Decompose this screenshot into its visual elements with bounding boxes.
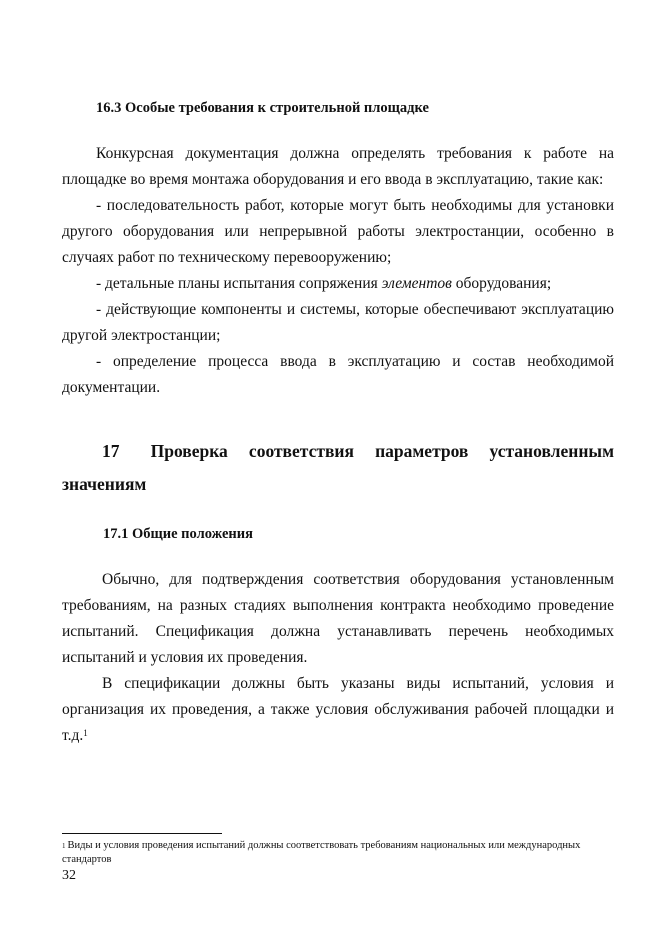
para2-line-3-text: т.д. [62,727,84,744]
para1-line-1: Обычно, для подтверждения соответствия оборудования установленным [102,571,614,588]
list-item-1-line-1: - последовательность работ, которые могут быть необходимы для установки [96,197,614,214]
list-item-3-line-1: - действующие компоненты и системы, которые обеспечивают эксплуатацию [96,301,614,318]
section-17-1-body [62,567,614,749]
para2-line-1: В спецификации должны быть указаны виды испытаний, условия и [102,675,614,692]
intro-line-1: Конкурсная документация должна определять требования к работе на [96,145,614,162]
list-item-1-line-3: случаях работ по техническому перевооружению; [62,249,392,266]
list-item-2-before: - детальные планы испытания сопряжения [96,275,382,292]
list-item-4-line-1: - определение процесса ввода в эксплуатацию и состав необходимой [96,353,614,370]
footnote-divider [62,833,222,834]
section-heading-16-3: 16.3 Особые требования к строительной площадке [96,100,429,116]
section-17-number: 17 [102,441,120,461]
intro-line-2: площадке во время монтажа оборудования и его ввода в эксплуатацию, такие как: [62,171,604,188]
list-item-2 [62,271,614,297]
para2-line-3 [62,723,614,749]
footnote-reference: 1 [83,728,88,738]
footnote [62,839,614,867]
section-17-title-text: Проверка соответствия параметров установленным [150,441,614,461]
section-heading-17 [62,435,614,501]
page-number: 32 [62,868,76,883]
footnote-marker: 1 [62,842,66,850]
list-item-2-after: оборудования; [451,275,552,292]
section-16-3-body [62,141,614,401]
list-item-1-line-2: другого оборудования или непрерывной работы электростанции, особенно в [62,223,614,240]
section-17-title-line-2: значениям [62,474,147,494]
para1-line-3: испытаний. Спецификация должна устанавливать перечень необходимых [62,623,614,640]
para2-line-2: организация их проведения, а также условия обслуживания рабочей площадки и [62,701,614,718]
para1-line-4: испытаний и условия их проведения. [62,649,308,666]
section-heading-17-1: 17.1 Общие положения [103,526,253,542]
footnote-text: Виды и условия проведения испытаний должны соответствовать требованиям национальных или международных стандартов [62,840,581,865]
list-item-3-line-2: другой электростанции; [62,327,221,344]
section-17-title-line-1 [62,435,614,468]
list-item-4-line-2: документации. [62,379,161,396]
list-item-2-italic: элементов [381,275,452,292]
para1-line-2: требованиям, на разных стадиях выполнения контракта необходимо проведение [62,597,614,614]
